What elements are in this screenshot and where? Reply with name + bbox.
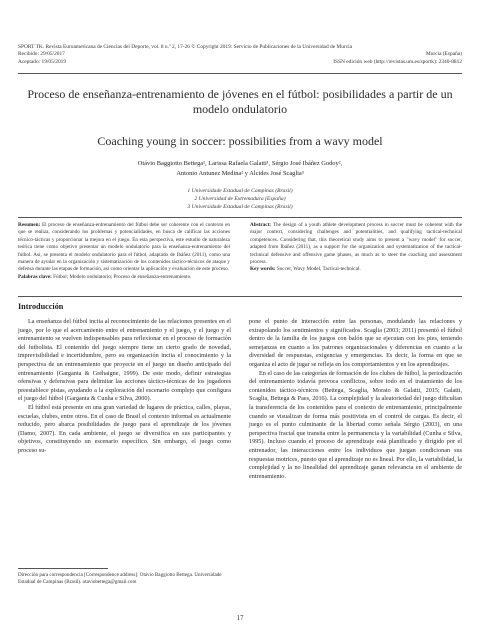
accepted-date: Aceptado: 19/05/2019 [18,58,67,65]
correspondence-footnote: Dirección para correspondencia [Correspondence address]: Otávio Baggiotto Bettega. Universidade Estadual de Campinas (Brasil). otaviobettega@gmail.com [18,572,222,586]
footnote-divider [18,568,108,569]
abstract-text: The design of a youth athlete development process in soccer must be coherent with the major context, considering challenges and potentialities, and qualifying tactical-technical competences. Considering that, this theoretical study aims to present a "wavy model" for soccer, adapted from Ibáñez (2011), as a support for the organization and systematization of the tactical-technical defensive and offensive game phases, as much as to steer the coaching and assessment process. [250,222,462,266]
title-english: Coaching young in soccer: possibilities from a wavy model [97,134,383,148]
author-line: Antonio Antunez Medina² y Alcides José Scaglia³ [176,170,304,177]
abstract-label: Resumen: [18,222,41,228]
affiliation: 1 Universidade Estadual de Campinas (Brasil) [187,188,293,194]
header-divider [18,73,462,74]
keywords-label: Key words: [250,266,276,273]
title-spanish: Proceso de enseñanza-entrenamiento de jóvenes en el fútbol: posibilidades a partir de un modelo ondulatorio [27,87,453,116]
body-paragraph: En el caso de las categorías de formación de los clubes de fútbol, la periodización del entrenamiento todavía provoca conflictos, sobre todo en el tratamiento de los contenidos táctico-técnicos (Bettega, Scaglia, Morato & Galatti, 2015; Galatti, Scaglia, Bettega & Paes, 2016). La complejidad y la aleatoriedad del juego dificultan la transferencia de los contenidos para el contexto de entrenamiento, principalmente cuando se visualizan de forma más positivista en el control de cargas. Es decir, el juego es el punto culminante de la libertad como señala Sérgio (2003), en una perspectiva fractal que transita entre la permanencia y la variabilidad (Cunha e Silva, 1995). Incluso cuando el proceso de aprendizaje está planificado y dirigido por el entrenador, las interacciones entre los individuos que juegan condicionan sus respuestas motrices, puesto que el aprendizaje no es lineal. Por ello, la variabilidad, la complejidad y la no linealidad del aprendizaje ganan relevancia en el ambiente de entrenamiento. [249,369,462,480]
body-paragraph: pone el punto de interacción entre las personas, modulando las relaciones y extrapolando los sentimientos y significados. Scaglia (2003; 2011) presentó el fútbol dentro de la familia de los juegos con balón que se ejecutan con los pies, teniendo semejanzas en cuanto a los patrones organizacionales y diferencias en cuanto a la diversidad de respuestas, exigencias y emergencias. Es decir, la forma en que se organiza el acto de jugar se refleja en los comportamientos y en los aprendizajes. [249,318,462,368]
header-citation: SPORT TK. Revista Euroamericana de Ciencias del Deporte, vol. 8 n.º 2, 17-26 © Copyright 2019: Servicio de Publicaciones de la Universidad de Murcia [18,44,352,50]
body-paragraph: La enseñanza del fútbol incita al reconocimiento de las relaciones presentes en el juego, por lo que el acercamiento entre el entrenamiento y el juego, y el juego y el entrenamiento se vuelven indispensables para reflexionar en el proceso de formación del futbolista. El contenido del juego siempre tiene un cierto grado de novedad, imprevisibilidad e incertidumbre, pero su organización incita el conocimiento y la perspectiva de un entrenamiento que proyecte en el juego un diseño anticipado del entrenamiento (Garganta & Gréhaigne, 1999). De este modo, definir estrategias ofensivas y defensivas para delimitar las acciones táctico-técnicas de los jugadores preestablece pistas, ayudando a la exploración del escenario complejo que configura el juego del fútbol (Garganta & Cunha e Silva, 2000). [18,318,231,403]
keywords-label: Palabras clave: [18,273,52,280]
abstract-english [250,222,462,274]
abstract-divider-top [18,217,462,218]
keywords-text: Soccer, Wavy Model, Tactical-technical. [276,266,361,273]
author-list [18,159,462,179]
section-heading: Introducción [18,302,64,311]
abstract-text: El proceso de enseñanza-entrenamiento del fútbol debe ser coherente con el contexto en que se realiza, considerando los problemas y potencialidades, en busca de calificar las acciones técnico-tácticas y proporcionar la mejora en el juego. En esta perspectiva, este estudio de naturaleza teórica tiene como objetivo presentar un modelo ondulatorio para la enseñanza-entrenamiento del fútbol. Así, se presenta el modelo ondulatorio para el fútbol, adaptado de Ibáñez (2011), como una manera de ayudar en la organización y sistematización de los contenidos táctico-técnicos de ataque y defensa durante las etapas de formación, así como orientar la aplicación y evaluación de este proceso. [18,222,230,273]
body-column-left [18,318,231,456]
body-column-right [249,318,462,481]
affiliation-list [18,187,462,212]
page-number: 17 [236,614,244,622]
abstract-label: Abstract: [250,222,272,228]
body-paragraph: El fútbol está presente en una gran variedad de lugares de práctica, calles, playas, escuelas, clubes, entre otros. En el caso de Brasil el contexto informal es actualmente reducido, pero abarca posibilidades de juego para el aprendizaje de los jóvenes (Damo, 2007). En cada ambiente, el juego se diversifica en sus participantes y objetivos, constituyendo un escenario específico. Sin embargo, el juego como proceso su- [18,403,231,454]
keywords-text: Fútbol; Modelo ondulatorio; Proceso de enseñanza-entrenamiento. [53,273,192,280]
affiliation: 3 Universidade Estadual de Campinas (Brasil) [187,204,293,211]
received-date: Recibido: 29/05/2017 [18,51,65,58]
journal-header [18,44,462,66]
abstract-divider-bottom [18,296,462,297]
publisher-location: Murcia (España) [425,51,462,58]
abstract-spanish [18,222,230,281]
issn-info: ISSN edición web (http://revistas.um.es/sportk): 2340-8812 [333,58,462,65]
affiliation: 2 Universidad de Extremadura (España) [194,196,286,203]
author-line: Otávio Baggiotto Bettega¹, Larissa Rafaela Galatti¹, Sérgio José Ibáñez Godoy², [137,160,343,167]
